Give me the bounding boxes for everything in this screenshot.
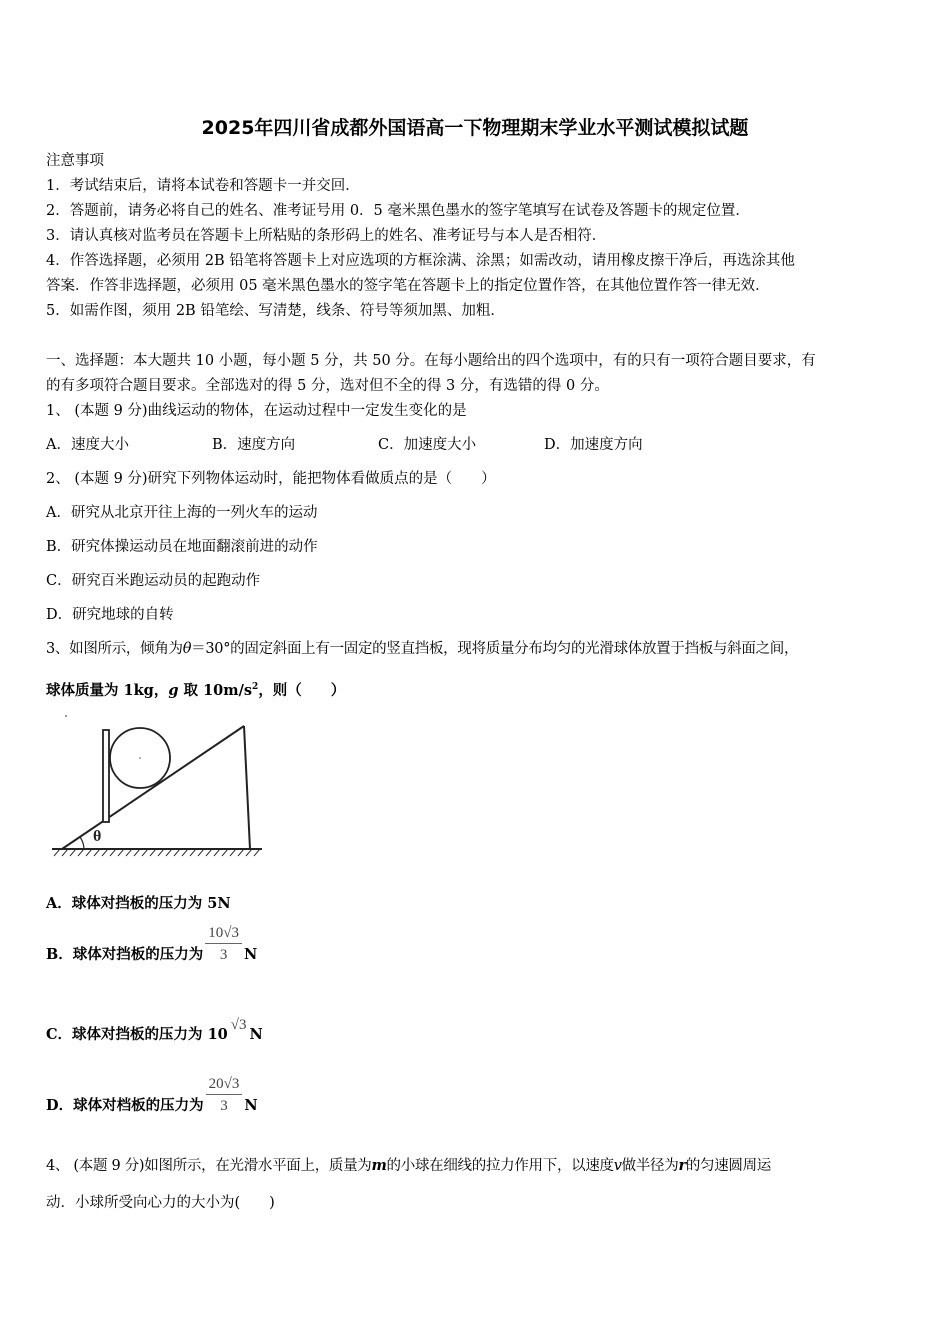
q3-option-b-fraction — [205, 924, 242, 964]
incline-back — [244, 726, 250, 849]
q3-option-b-unit: N — [244, 946, 258, 963]
q4-v: v — [613, 1158, 622, 1174]
q3-sup: 2 — [252, 682, 259, 692]
q3-stem-line2 — [46, 677, 345, 701]
q3-stem2-b: 取 10m/s — [178, 681, 253, 699]
q1-options — [46, 435, 710, 455]
q3-option-c — [46, 1017, 263, 1045]
q4-line1-d: 的匀速圆周运 — [685, 1158, 772, 1174]
notice-item: 4．作答选择题，必须用 2B 铅笔将答题卡上对应选项的方框涂满、涂黑；如需改动，请用橡皮擦干净后，再选涂其他 — [46, 253, 795, 269]
baffle-plate — [103, 730, 109, 822]
q3-stem-line1 — [46, 639, 798, 659]
q3-option-c-text: C．球体对挡板的压力为 10 — [46, 1026, 228, 1043]
notice-item: 1．考试结束后，请将本试卷和答题卡一并交回． — [46, 178, 360, 194]
q3-stem2-a: 球体质量为 1kg， — [46, 681, 169, 699]
q3-option-b-text: B．球体对挡板的压力为 — [46, 946, 204, 963]
radicand: 3 — [239, 1017, 247, 1033]
q2-option-b: B．研究体操运动员在地面翻滚前进的动作 — [46, 539, 318, 555]
section-intro-line2: 的有多项符合题目要求。全部选对的得 5 分，选对但不全的得 3 分，有选错的得 0 分。 — [46, 378, 609, 394]
q4-r: r — [678, 1157, 686, 1174]
fraction-numerator — [206, 1075, 243, 1095]
q3-option-b — [46, 925, 258, 965]
q3-option-d — [46, 1076, 258, 1116]
page-title: 2025年四川省成都外国语高一下物理期末学业水平测试模拟试题 — [201, 117, 749, 139]
notice-heading: 注意事项 — [46, 153, 104, 169]
fraction-denominator: 3 — [219, 947, 228, 963]
notice-item: 2．答题前，请务必将自己的姓名、准考证号用 0．5 毫米黑色墨水的签字笔填写在试卷及答题卡的规定位置． — [46, 203, 750, 219]
sqrt-icon: √ — [223, 1076, 232, 1092]
notice-item: 5．如需作图，须用 2B 铅笔绘、写清楚，线条、符号等须加黑、加粗． — [46, 303, 505, 319]
q1-option-c: C．加速度大小 — [378, 437, 477, 453]
q3-option-d-text: D．球体对档板的压力为 — [46, 1097, 204, 1114]
q3-option-d-unit: N — [244, 1097, 258, 1114]
ground-hatch — [54, 849, 260, 856]
incline-surface — [62, 726, 244, 849]
speck — [65, 715, 67, 717]
q3-stem-b: ＝30°的固定斜面上有一固定的竖直挡板，现将质量分布均匀的光滑球体放置于挡板与斜面之间， — [191, 641, 799, 657]
sphere-center — [139, 757, 141, 759]
radicand: 3 — [231, 1076, 240, 1092]
q1-option-a: A．速度大小 — [46, 437, 129, 453]
q3-stem2-c: ，则（ ） — [258, 681, 346, 699]
q4-stem-line2: 动．小球所受向心力的大小为( ) — [46, 1195, 275, 1211]
q3-option-c-unit: N — [249, 1026, 263, 1043]
q3-stem-a: 3、如图所示，倾角为 — [46, 641, 183, 657]
angle-arc — [80, 837, 84, 849]
incline-diagram — [48, 708, 268, 858]
q1-option-d: D．加速度方向 — [544, 437, 643, 453]
q2-option-c: C．研究百米跑运动员的起跑动作 — [46, 573, 261, 589]
numerator-coef: 20 — [208, 1076, 224, 1092]
incline-figure — [48, 708, 268, 862]
q2-option-a: A．研究从北京开往上海的一列火车的运动 — [46, 505, 318, 521]
q1-option-b: B．速度方向 — [212, 437, 296, 453]
q3-option-d-fraction — [206, 1075, 243, 1115]
notice-item: 3．请认真核对监考员在答题卡上所粘贴的条形码上的姓名、准考证号与本人是否相符． — [46, 228, 607, 244]
q2-stem: 2、 (本题 9 分)研究下列物体运动时，能把物体看做质点的是（ ） — [46, 471, 496, 487]
q3-option-c-sqrt — [231, 1017, 247, 1033]
radicand: 3 — [231, 925, 239, 941]
numerator-coef: 10 — [208, 925, 224, 941]
q3-option-a: A．球体对挡板的压力为 5N — [46, 895, 231, 912]
section-intro-line1: 一、选择题：本大题共 10 小题，每小题 5 分，共 50 分。在每小题给出的四个选项中，有的只有一项符合题目要求，有 — [46, 353, 816, 369]
fraction-denominator: 3 — [220, 1098, 228, 1114]
sqrt-icon: √ — [230, 1017, 240, 1033]
q4-stem-line1 — [46, 1156, 771, 1176]
q4-line1-a: 4、 (本题 9 分)如图所示，在光滑水平面上，质量为 — [46, 1158, 372, 1174]
q4-m: m — [371, 1157, 387, 1174]
q3-g: g — [168, 681, 179, 699]
notice-item: 答案．作答非选择题，必须用 05 毫米黑色墨水的签字笔在答题卡上的指定位置作答，在其他位置作答一律无效． — [46, 278, 770, 294]
fraction-numerator — [205, 924, 242, 944]
sqrt-icon: √ — [223, 925, 232, 941]
q4-line1-c: 做半径为 — [621, 1158, 679, 1174]
q3-theta: θ — [182, 641, 192, 657]
q2-option-d: D．研究地球的自转 — [46, 607, 174, 623]
q1-stem: 1、 (本题 9 分)曲线运动的物体，在运动过程中一定发生变化的是 — [46, 403, 467, 419]
q4-line1-b: 的小球在细线的拉力作用下，以速度 — [386, 1158, 614, 1174]
theta-label: θ — [93, 828, 102, 845]
